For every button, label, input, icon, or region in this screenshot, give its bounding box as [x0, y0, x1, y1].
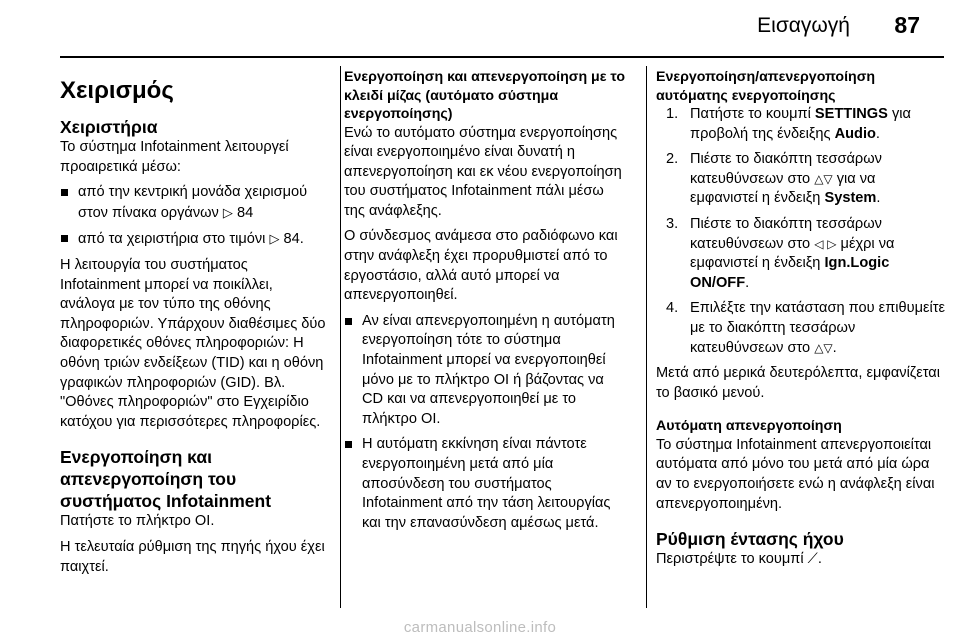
step-text: Πατήστε το κουμπί — [690, 106, 815, 122]
page-header — [0, 0, 960, 58]
step-text: . — [876, 190, 881, 207]
system-label: System — [824, 190, 877, 207]
auto-off-text: Το σύστημα Infotainment απενεργοποιείται αυτόματα από μόνο του μετά από μία ώρα αν το ενεργοποιήσετε ενώ η ανάφλεξη είναι απενεργοποιημένη. — [656, 436, 935, 512]
step-number: 4. — [666, 300, 679, 317]
on-off-heading: Ενεργοποίηση και απενεργοποίηση του συστήματος Infotainment — [60, 447, 272, 512]
left-right-arrows-icon: ◁ ▷ — [814, 236, 837, 251]
step-number: 3. — [666, 215, 679, 232]
list-item — [60, 183, 330, 223]
header-rule — [60, 56, 944, 58]
step-item — [656, 215, 946, 293]
step-item — [656, 105, 946, 144]
column-1 — [60, 68, 330, 583]
bullet-text: από τα χειριστήρια στο τιμόνι — [78, 231, 266, 248]
up-down-arrows-icon: △▽ — [814, 171, 833, 186]
ignition-heading: Ενεργοποίηση και απενεργοποίηση με το κλειδί μίζας (αυτόματο σύστημα ενεργοποίησης) — [344, 69, 626, 122]
step-text: . — [832, 339, 837, 356]
chapter-title: Χειρισμός — [60, 77, 174, 104]
on-off-text-2: Η τελευταία ρύθμιση της πηγής ήχου έχει παιχτεί. — [60, 538, 325, 575]
list-item — [344, 312, 628, 430]
column-2 — [344, 68, 628, 539]
column-divider-2 — [646, 66, 647, 608]
ignition-text-1: Ενώ το αυτόματο σύστημα ενεργοποίησης είναι ενεργοποιημένο είναι δυνατή η απενεργοποίηση και εκ νέου ενεργοποίηση του συστήματος Infotainment πάλι μέσω της ανάφλεξης. — [344, 124, 622, 219]
volume-text-line — [656, 550, 946, 570]
after-steps-text: Μετά από μερικά δευτερόλεπτα, εμφανίζεται το βασικό μενού. — [656, 365, 940, 401]
list-item — [344, 435, 628, 533]
page-number: 87 — [894, 12, 920, 38]
step-text: . — [875, 125, 880, 142]
volume-heading: Ρύθμιση έντασης ήχου — [656, 529, 844, 550]
audio-label: Audio — [834, 125, 876, 142]
page-ref-arrow-icon: ▷ — [222, 204, 233, 220]
bullet-text: Η αυτόματη εκκίνηση είναι πάντοτε ενεργοποιημένη μετά από μία αποσύνδεση του συστήματος Infotainment από την τάση λειτουργίας και την επανασύνδεση αμέσως μετά. — [362, 436, 611, 531]
list-item — [60, 229, 330, 250]
step-text: Επιλέξτε την κατάσταση που επιθυμείτε με το διακόπτη τεσσάρων κατευθύνσεων στο — [690, 300, 946, 356]
step-text: Πιέστε το διακόπτη τεσσάρων κατευθύνσεων στο — [690, 215, 882, 252]
page-ref: 84. — [283, 231, 304, 248]
on-off-text-1: Πατήστε το πλήκτρο ΟΙ. — [60, 513, 215, 530]
page-ref-arrow-icon: ▷ — [269, 231, 280, 247]
column-divider-1 — [340, 66, 341, 608]
column-3 — [656, 68, 946, 576]
ign-logic-label: Ign.Logic ON/OFF — [690, 255, 890, 291]
settings-key: SETTINGS — [814, 106, 888, 122]
bullet-square-icon — [61, 235, 68, 242]
step-item — [656, 150, 946, 209]
bullet-square-icon — [345, 441, 352, 448]
up-down-arrows-icon: △▽ — [814, 340, 833, 355]
step-text: Πιέστε το διακόπτη τεσσάρων κατευθύνσεων στο — [690, 151, 882, 187]
auto-off-heading: Αυτόματη απενεργοποίηση — [656, 418, 842, 435]
step-item — [656, 299, 946, 358]
page-ref: 84 — [236, 204, 254, 221]
bullet-square-icon — [345, 318, 352, 325]
controls-heading: Χειριστήρια — [60, 117, 158, 137]
auto-on-heading: Ενεργοποίηση/απενεργοποίηση αυτόματης ενεργοποίησης — [656, 69, 876, 104]
step-number: 1. — [666, 106, 679, 122]
step-number: 2. — [666, 151, 679, 168]
step-text: μέχρι να εμφανιστεί η ένδειξη — [690, 235, 895, 272]
bullet-text: Αν είναι απενεργοποιημένη η αυτόματη ενεργοποίηση τότε το σύστημα Infotainment μπορεί να ενεργοποιηθεί μόνο με το πλήκτρο ΟΙ ή βάζοντας να CD και να απενεργοποιηθεί με το πλήκτρο ΟΙ. — [362, 312, 615, 427]
bullet-square-icon — [61, 189, 68, 196]
display-paragraph: Η λειτουργία του συστήματος Infotainment μπορεί να ποικίλλει, ανάλογα με τον τύπο της οθόνης πληροφοριών. Υπάρχουν διαθέσιμες δύο διαφορετικές οθόνες πληροφοριών: Η οθόνη τριών ενδείξεων (TID) και η οθόνη γραφικών πληροφοριών (GID). Βλ. "Οθόνες πληροφοριών" στο Εγχειρίδιο κατόχου για περισσότερες πληροφορίες. — [60, 256, 326, 430]
controls-intro: Το σύστημα Infotainment λειτουργεί προαιρετικά μέσω: — [60, 139, 289, 175]
volume-text: Περιστρέψτε το κουμπί — [656, 551, 804, 568]
step-text: . — [745, 274, 750, 291]
step-text: για να εμφανιστεί η ένδειξη — [690, 170, 876, 207]
bullet-text: από την κεντρική μονάδα χειρισμού στον πίνακα οργάνων — [78, 184, 308, 221]
ignition-text-2: Ο σύνδεσμος ανάμεσα στο ραδιόφωνο και στην ανάφλεξη έχει προρυθμιστεί από το εργοστάσιο, αλλά αυτό μπορεί να απενεργοποιηθεί. — [344, 228, 618, 304]
section-title: Εισαγωγή — [757, 14, 850, 37]
step-text: για προβολή της ένδειξης — [690, 106, 911, 142]
volume-knob-icon: ⟋ — [807, 551, 818, 568]
watermark-footer: carmanualsonline.info — [403, 619, 557, 636]
volume-end: . — [817, 551, 822, 568]
